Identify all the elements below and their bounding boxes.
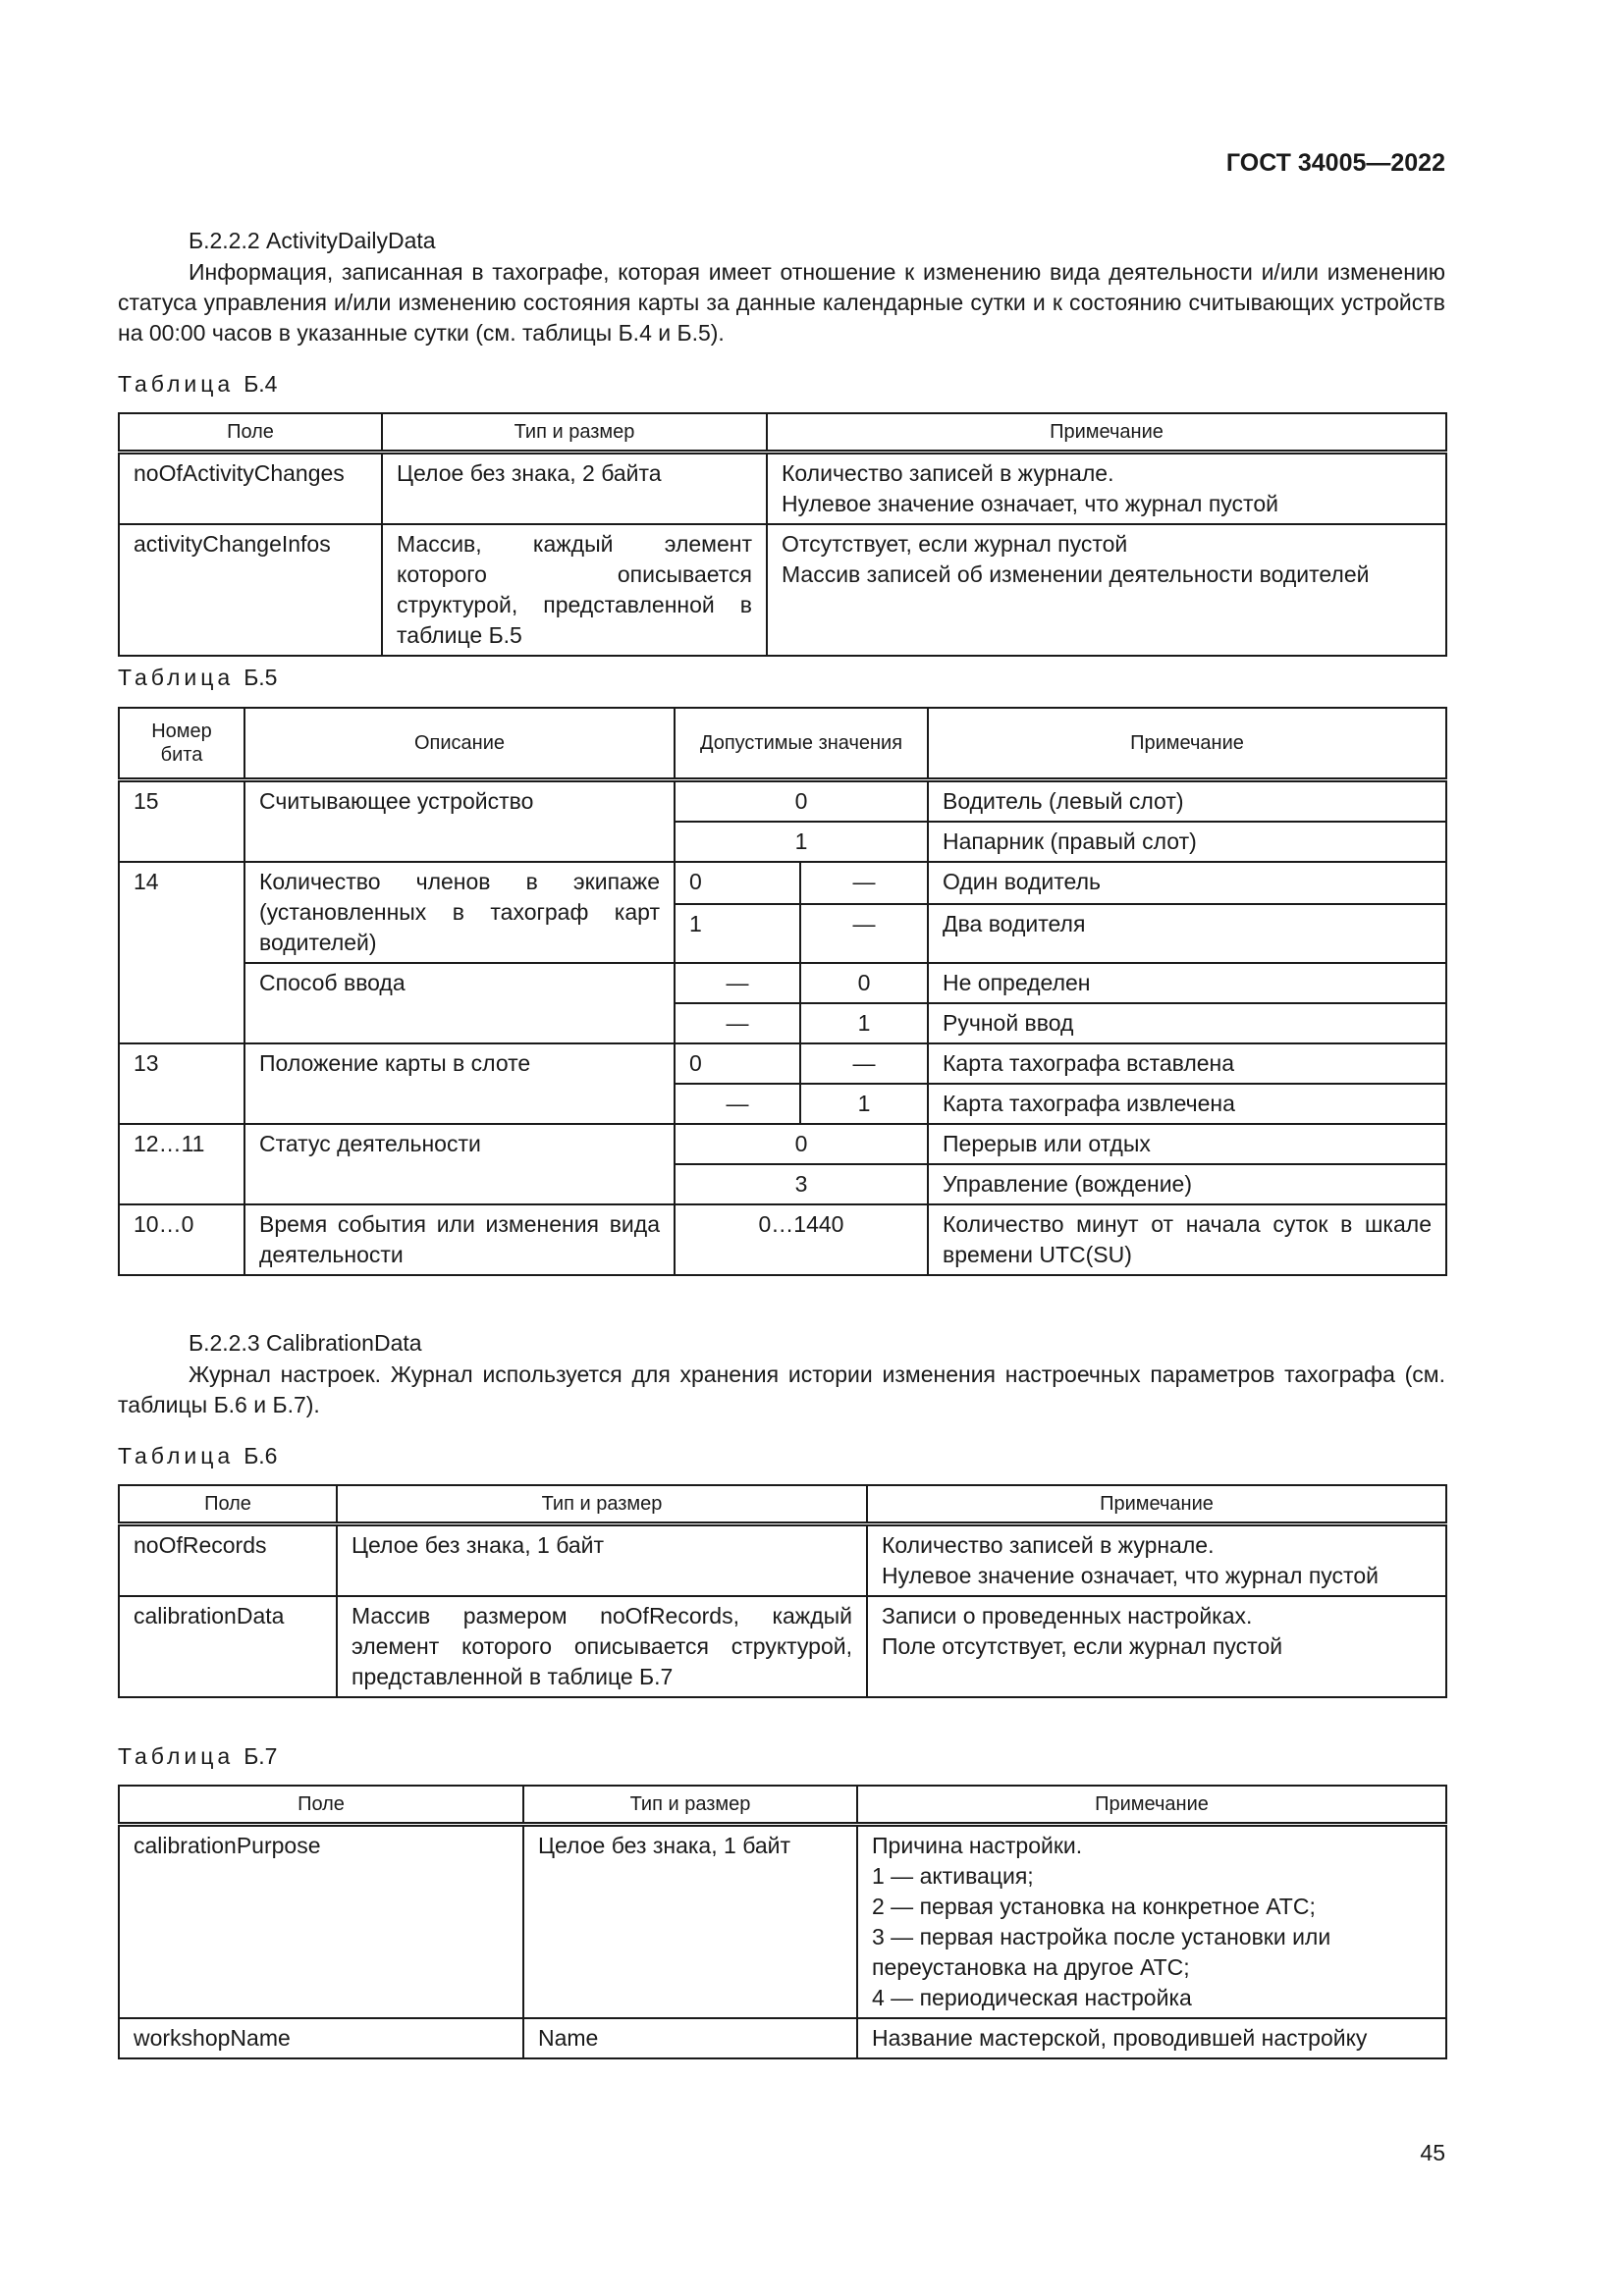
table-caption-label: Таблица bbox=[118, 1743, 235, 1769]
table-cell-value: 1 bbox=[800, 1084, 928, 1124]
table-cell-value: 1 bbox=[675, 822, 928, 862]
table-caption-label: Таблица bbox=[118, 371, 235, 397]
table-row bbox=[119, 1825, 1446, 2019]
column-header: Тип и размер bbox=[382, 413, 767, 453]
table-cell-note: Водитель (левый слот) bbox=[928, 780, 1446, 823]
table-cell: Целое без знака, 1 байт bbox=[523, 1825, 857, 2019]
table-cell-description: Статус деятельности bbox=[244, 1124, 675, 1204]
table-caption-b7 bbox=[118, 1743, 277, 1770]
table-cell: Количество записей в журнале. Нулевое значение означает, что журнал пустой bbox=[767, 453, 1446, 525]
table-cell-note: Один водитель bbox=[928, 862, 1446, 904]
table-cell: Записи о проведенных настройках. Поле отсутствует, если журнал пустой bbox=[867, 1596, 1446, 1697]
table-cell-bit: 12…11 bbox=[119, 1124, 244, 1204]
table-row bbox=[119, 1204, 1446, 1275]
column-header: Тип и размер bbox=[523, 1786, 857, 1825]
table-cell: Причина настройки. 1 — активация; 2 — первая установка на конкретное АТС; 3 — первая настройка после установки или переустановка на другое АТС; 4 — периодическая настройка bbox=[857, 1825, 1446, 2019]
table-cell: Массив, каждый элемент которого описывается структурой, представленной в таблице Б.5 bbox=[382, 524, 767, 656]
table-cell-description: Время события или изменения вида деятельности bbox=[244, 1204, 675, 1275]
table-row bbox=[119, 1043, 1446, 1084]
table-cell: noOfRecords bbox=[119, 1524, 337, 1597]
table-cell-value: 0 bbox=[675, 862, 800, 904]
table-cell: noOfActivityChanges bbox=[119, 453, 382, 525]
section-text-activity-daily-data: Информация, записанная в тахографе, которая имеет отношение к изменению вида деятельности и/или изменению статуса управления и/или изменению состояния карты за данные календарные сутки и к состоянию считывающих устройств на 00:00 часов в указанные сутки (см. таблицы Б.4 и Б.5). bbox=[118, 259, 1445, 346]
table-row bbox=[119, 1124, 1446, 1164]
table-caption-label: Таблица bbox=[118, 665, 235, 690]
table-b6 bbox=[118, 1484, 1447, 1698]
table-caption-number: Б.7 bbox=[244, 1743, 278, 1769]
table-caption-b5 bbox=[118, 665, 277, 691]
section-heading-calibration-data: Б.2.2.3 CalibrationData bbox=[189, 1330, 422, 1356]
table-b4 bbox=[118, 412, 1447, 657]
table-caption-b4 bbox=[118, 371, 277, 398]
column-header: Поле bbox=[119, 1485, 337, 1524]
table-cell-value: — bbox=[675, 963, 800, 1003]
table-cell: Name bbox=[523, 2018, 857, 2058]
table-cell-value: — bbox=[675, 1003, 800, 1043]
table-caption-number: Б.6 bbox=[244, 1443, 278, 1468]
column-header: Описание bbox=[244, 708, 675, 780]
table-cell: calibrationPurpose bbox=[119, 1825, 523, 2019]
table-cell-value: 0 bbox=[675, 780, 928, 823]
column-header: Примечание bbox=[928, 708, 1446, 780]
table-header-row bbox=[119, 1786, 1446, 1825]
standard-header: ГОСТ 34005—2022 bbox=[1225, 149, 1445, 177]
table-b7 bbox=[118, 1785, 1447, 2059]
table-cell-value: 0 bbox=[675, 1124, 928, 1164]
table-row bbox=[119, 2018, 1446, 2058]
table-cell-bit: 14 bbox=[119, 862, 244, 1043]
column-header: Примечание bbox=[767, 413, 1446, 453]
table-cell-note: Управление (вождение) bbox=[928, 1164, 1446, 1204]
column-header: Примечание bbox=[867, 1485, 1446, 1524]
table-cell-description: Способ ввода bbox=[244, 963, 675, 1043]
table-caption-label: Таблица bbox=[118, 1443, 235, 1468]
table-header-row bbox=[119, 1485, 1446, 1524]
table-cell-value: 0 bbox=[675, 1043, 800, 1084]
table-row bbox=[119, 780, 1446, 823]
column-header: Поле bbox=[119, 1786, 523, 1825]
table-row bbox=[119, 1524, 1446, 1597]
table-cell: Количество записей в журнале. Нулевое значение означает, что журнал пустой bbox=[867, 1524, 1446, 1597]
table-row bbox=[119, 1596, 1446, 1697]
column-header: Поле bbox=[119, 413, 382, 453]
table-cell-note: Два водителя bbox=[928, 904, 1446, 963]
table-cell-bit: 10…0 bbox=[119, 1204, 244, 1275]
section-text-calibration-data: Журнал настроек. Журнал используется для хранения истории изменения настроечных параметров тахографа (см. таблицы Б.6 и Б.7). bbox=[118, 1362, 1445, 1417]
table-cell-note: Не определен bbox=[928, 963, 1446, 1003]
table-cell-note: Перерыв или отдых bbox=[928, 1124, 1446, 1164]
table-caption-number: Б.5 bbox=[244, 665, 278, 690]
column-header: Примечание bbox=[857, 1786, 1446, 1825]
table-caption-b6 bbox=[118, 1443, 277, 1469]
table-row bbox=[119, 963, 1446, 1003]
table-cell-value: 0…1440 bbox=[675, 1204, 928, 1275]
table-cell-note: Карта тахографа извлечена bbox=[928, 1084, 1446, 1124]
table-cell-value: — bbox=[675, 1084, 800, 1124]
table-cell-value: 3 bbox=[675, 1164, 928, 1204]
table-cell-value: — bbox=[800, 862, 928, 904]
table-b5 bbox=[118, 707, 1447, 1276]
table-cell: activityChangeInfos bbox=[119, 524, 382, 656]
table-cell-note: Напарник (правый слот) bbox=[928, 822, 1446, 862]
column-header: Допустимые значения bbox=[675, 708, 928, 780]
table-header-row bbox=[119, 413, 1446, 453]
page-number: 45 bbox=[1420, 2140, 1445, 2165]
table-cell-note: Количество минут от начала суток в шкале времени UTC(SU) bbox=[928, 1204, 1446, 1275]
table-cell-note: Карта тахографа вставлена bbox=[928, 1043, 1446, 1084]
table-cell-value: 0 bbox=[800, 963, 928, 1003]
table-cell: Название мастерской, проводившей настройку bbox=[857, 2018, 1446, 2058]
table-cell: Целое без знака, 2 байта bbox=[382, 453, 767, 525]
table-cell-value: — bbox=[800, 1043, 928, 1084]
table-cell-description: Положение карты в слоте bbox=[244, 1043, 675, 1124]
table-row bbox=[119, 862, 1446, 904]
table-cell: Массив размером noOfRecords, каждый элемент которого описывается структурой, представленной в таблице Б.7 bbox=[337, 1596, 867, 1697]
table-header-row bbox=[119, 708, 1446, 780]
table-cell-value: — bbox=[800, 904, 928, 963]
table-cell-bit: 15 bbox=[119, 780, 244, 863]
table-cell-value: 1 bbox=[675, 904, 800, 963]
table-cell: calibrationData bbox=[119, 1596, 337, 1697]
section-heading-activity-daily-data: Б.2.2.2 ActivityDailyData bbox=[189, 228, 436, 253]
table-cell-description: Количество членов в экипаже (установленных в тахограф карт водителей) bbox=[244, 862, 675, 963]
table-row bbox=[119, 453, 1446, 525]
table-cell-note: Ручной ввод bbox=[928, 1003, 1446, 1043]
table-cell: workshopName bbox=[119, 2018, 523, 2058]
table-cell-bit: 13 bbox=[119, 1043, 244, 1124]
table-caption-number: Б.4 bbox=[244, 371, 278, 397]
column-header: Тип и размер bbox=[337, 1485, 867, 1524]
table-cell: Целое без знака, 1 байт bbox=[337, 1524, 867, 1597]
column-header: Номер бита bbox=[119, 708, 244, 780]
table-row bbox=[119, 524, 1446, 656]
table-cell: Отсутствует, если журнал пустой Массив записей об изменении деятельности водителей bbox=[767, 524, 1446, 656]
table-cell-description: Считывающее устройство bbox=[244, 780, 675, 863]
table-cell-value: 1 bbox=[800, 1003, 928, 1043]
